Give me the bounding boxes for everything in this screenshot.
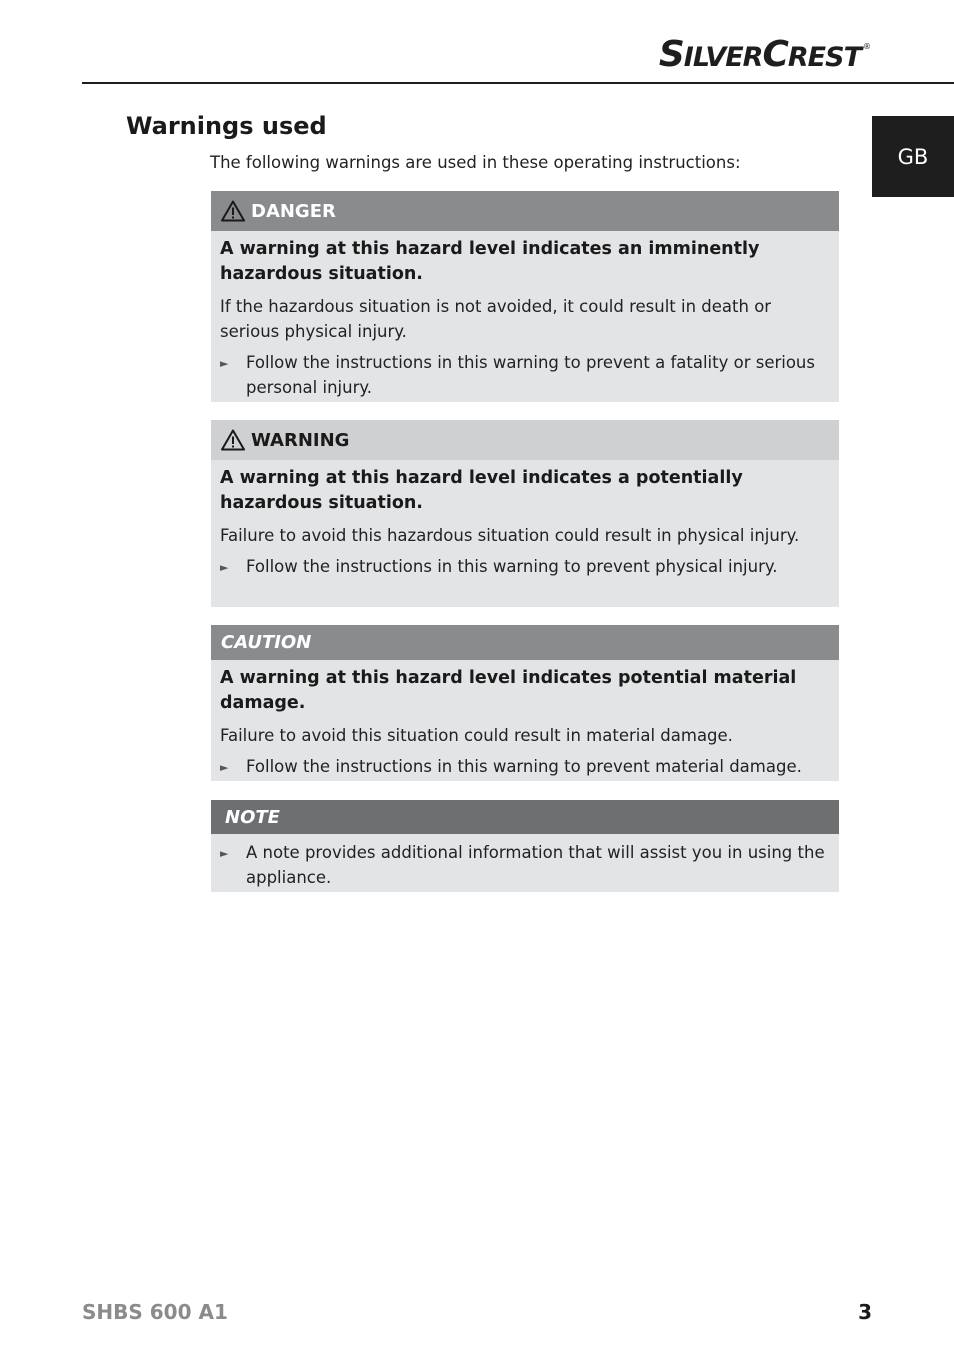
warning-triangle-icon <box>221 429 245 451</box>
bullet-arrow-icon: ► <box>220 561 229 574</box>
header-rule <box>82 82 954 84</box>
language-label: GB <box>897 144 929 169</box>
registered-mark: ® <box>863 42 870 51</box>
note-label: NOTE <box>225 806 280 828</box>
caution-step-text: Follow the instructions in this warning to prevent material damage. <box>246 757 802 776</box>
danger-label: DANGER <box>251 200 336 222</box>
warning-lead: A warning at this hazard level indicates a potentially hazardous situation. <box>220 468 743 513</box>
warning-label: WARNING <box>251 429 350 451</box>
warning-step <box>220 554 830 580</box>
warning-body <box>211 460 839 580</box>
danger-body <box>211 231 839 400</box>
danger-text: If the hazardous situation is not avoided, it could result in death or serious physical injury. <box>220 297 772 341</box>
note-step-text: A note provides additional information that will assist you in using the appliance. <box>246 843 825 887</box>
danger-box <box>211 191 839 402</box>
footer-page-number: 3 <box>858 1300 872 1324</box>
logo-text-rest: REST <box>787 42 861 73</box>
note-header <box>211 800 839 834</box>
logo-letter-c: C <box>762 34 788 75</box>
note-body <box>211 834 839 890</box>
brand-logo <box>659 34 870 75</box>
warning-header <box>211 420 839 460</box>
danger-step <box>220 350 830 400</box>
bullet-arrow-icon: ► <box>220 761 229 774</box>
warning-box <box>211 420 839 607</box>
caution-lead: A warning at this hazard level indicates potential material damage. <box>220 668 797 713</box>
caution-header <box>211 625 839 660</box>
warning-text: Failure to avoid this hazardous situation could result in physical injury. <box>220 526 800 545</box>
note-box <box>211 800 839 892</box>
warning-step-text: Follow the instructions in this warning to prevent physical injury. <box>246 557 778 576</box>
bullet-arrow-icon: ► <box>220 847 229 860</box>
bullet-arrow-icon: ► <box>220 357 229 370</box>
note-step <box>220 840 830 890</box>
footer-model-number: SHBS 600 A1 <box>82 1300 228 1324</box>
caution-label: CAUTION <box>221 632 312 653</box>
danger-header <box>211 191 839 231</box>
warning-triangle-icon <box>221 200 245 222</box>
section-title: Warnings used <box>126 112 327 140</box>
caution-step <box>220 754 830 780</box>
logo-text-ilver: ILVER <box>683 42 763 73</box>
danger-step-text: Follow the instructions in this warning to prevent a fatality or serious personal injury. <box>246 353 815 397</box>
logo-letter-s: S <box>658 34 684 75</box>
danger-lead: A warning at this hazard level indicates an imminently hazardous situation. <box>220 239 760 284</box>
caution-body <box>211 660 839 780</box>
section-intro: The following warnings are used in these operating instructions: <box>210 153 741 172</box>
caution-box <box>211 625 839 781</box>
language-tab <box>872 116 954 197</box>
caution-text: Failure to avoid this situation could result in material damage. <box>220 726 733 745</box>
